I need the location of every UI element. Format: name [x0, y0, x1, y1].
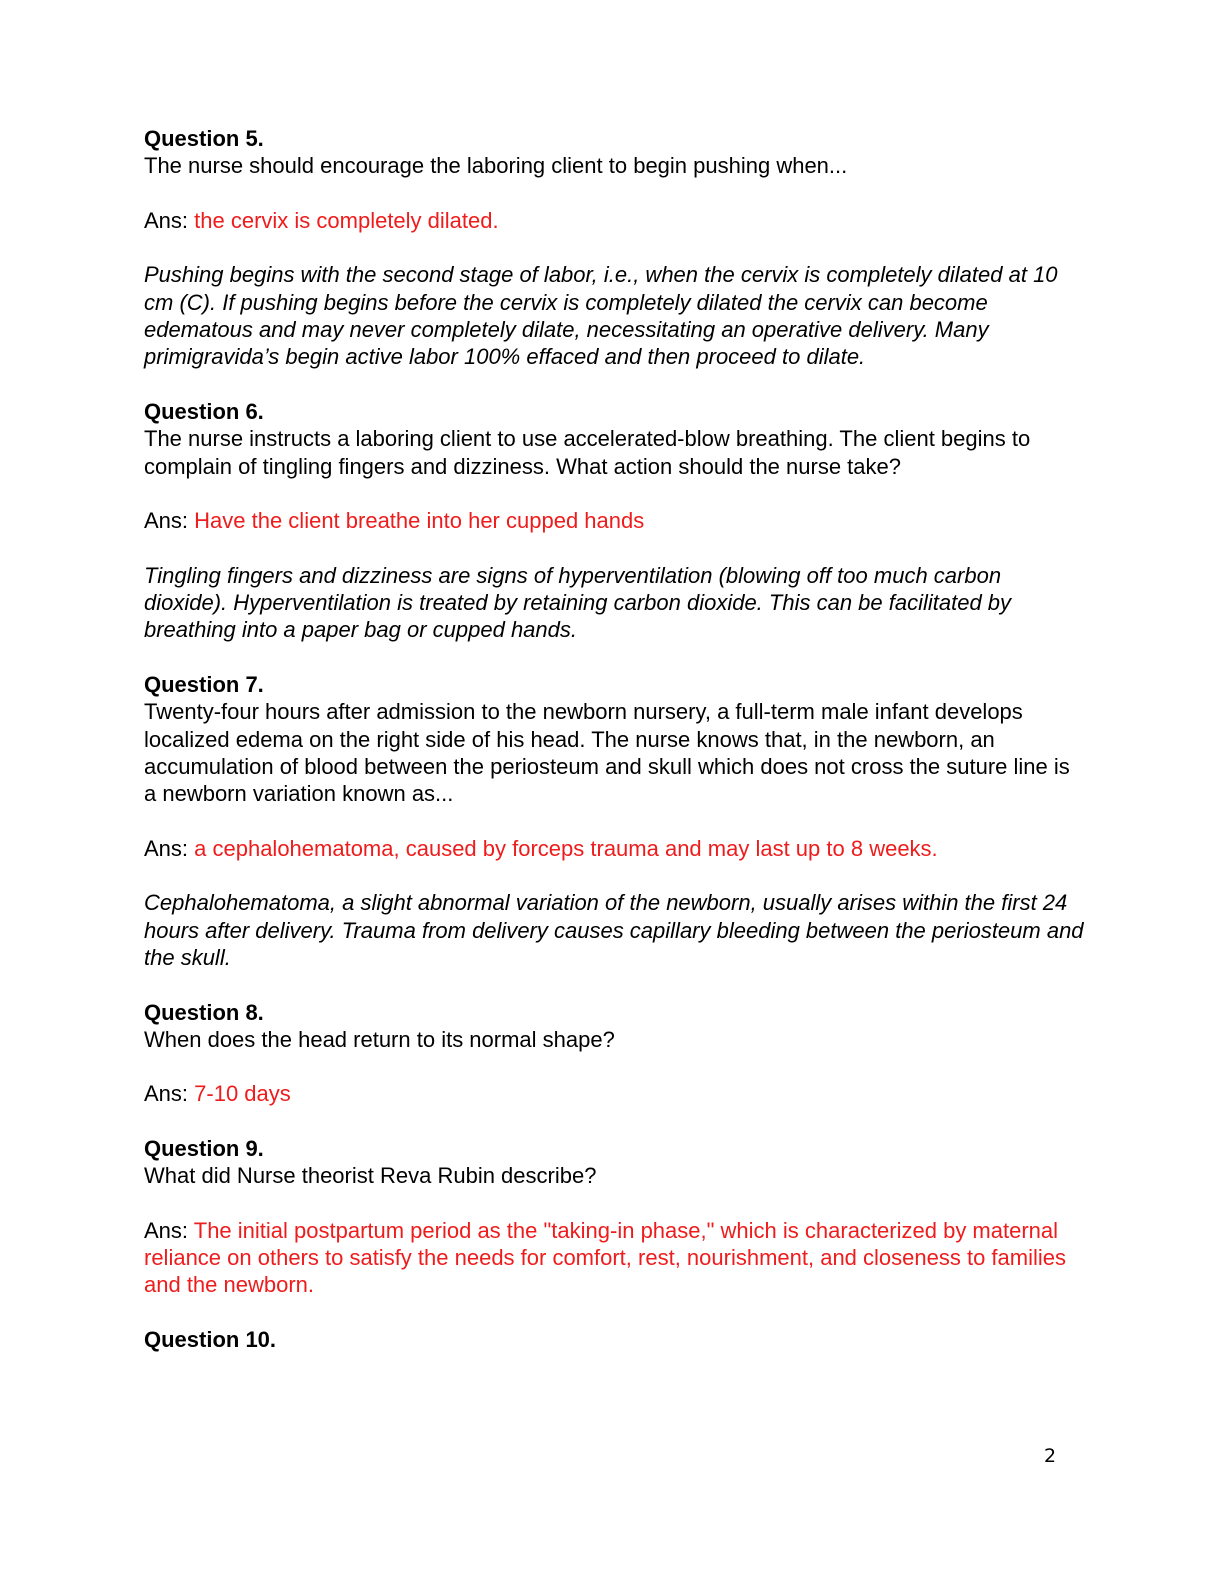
answer-label: Ans: — [144, 508, 195, 534]
question-title: Question 8. — [144, 999, 264, 1025]
answer-line — [144, 507, 1084, 534]
question-title: Question 9. — [144, 1135, 264, 1161]
question-text: Twenty-four hours after admission to the newborn nursery, a full-term male infant develops localized edema on the right side of his head. The nurse knows that, in the newborn, an accumulation of blood between the periosteum and skull which does not cross the suture line is a newborn variation known as... — [144, 699, 1070, 807]
answer-label: Ans: — [144, 207, 195, 233]
question-block-7 — [144, 671, 1084, 807]
question-block-6 — [144, 398, 1084, 480]
answer-line — [144, 207, 1084, 234]
answer-text: The initial postpartum period as the "taking-in phase," which is characterized by maternal reliance on others to satisfy the needs for comfort, rest, nourishment, and closeness to families and the newborn. — [144, 1217, 1067, 1298]
answer-label: Ans: — [144, 1217, 194, 1243]
question-title: Question 5. — [144, 126, 264, 151]
question-title: Question 7. — [144, 671, 264, 697]
question-block-5 — [144, 125, 1084, 180]
page-number: 2 — [1044, 1445, 1057, 1467]
question-title: Question 6. — [144, 398, 264, 424]
answer-line — [144, 1080, 1084, 1107]
answer-text: the cervix is completely dilated. — [194, 207, 499, 233]
answer-text: a cephalohematoma, caused by forceps trauma and may last up to 8 weeks. — [194, 835, 938, 861]
answer-label: Ans: — [144, 835, 195, 861]
explanation-block — [144, 889, 1084, 971]
answer-text: Have the client breathe into her cupped hands — [194, 508, 645, 534]
question-text: What did Nurse theorist Reva Rubin describe? — [144, 1163, 597, 1189]
explanation-block — [144, 562, 1084, 644]
document-page — [144, 125, 1084, 1381]
explanation-text: Pushing begins with the second stage of labor, i.e., when the cervix is completely dilated at 10 cm (C). If pushing begins before the cervix is completely dilated the cervix can become edematous and may never completely dilate, necessitating an operative delivery. Many primigravida’s begin active labor 100% effaced and then proceed to dilate. — [144, 262, 1058, 370]
answer-line — [144, 1217, 1084, 1299]
explanation-text: Tingling fingers and dizziness are signs of hyperventilation (blowing off too much carbon dioxide). Hyperventilation is treated by retaining carbon dioxide. This can be facilitated by breathing into a paper bag or cupped hands. — [144, 562, 1012, 643]
question-block-10 — [144, 1326, 1084, 1353]
question-block-8 — [144, 999, 1084, 1054]
explanation-block — [144, 261, 1084, 370]
question-text: When does the head return to its normal shape? — [144, 1026, 615, 1052]
question-title: Question 10. — [144, 1327, 277, 1353]
question-text: The nurse should encourage the laboring client to begin pushing when... — [144, 153, 848, 179]
answer-label: Ans: — [144, 1081, 195, 1107]
answer-text: 7-10 days — [194, 1081, 291, 1107]
question-text: The nurse instructs a laboring client to use accelerated-blow breathing. The client begins to complain of tingling fingers and dizziness. What action should the nurse take? — [144, 426, 1031, 479]
question-block-9 — [144, 1135, 1084, 1190]
answer-line — [144, 835, 1084, 862]
explanation-text: Cephalohematoma, a slight abnormal variation of the newborn, usually arises within the first 24 hours after delivery. Trauma from delivery causes capillary bleeding between the periosteum and the skull. — [144, 890, 1084, 970]
